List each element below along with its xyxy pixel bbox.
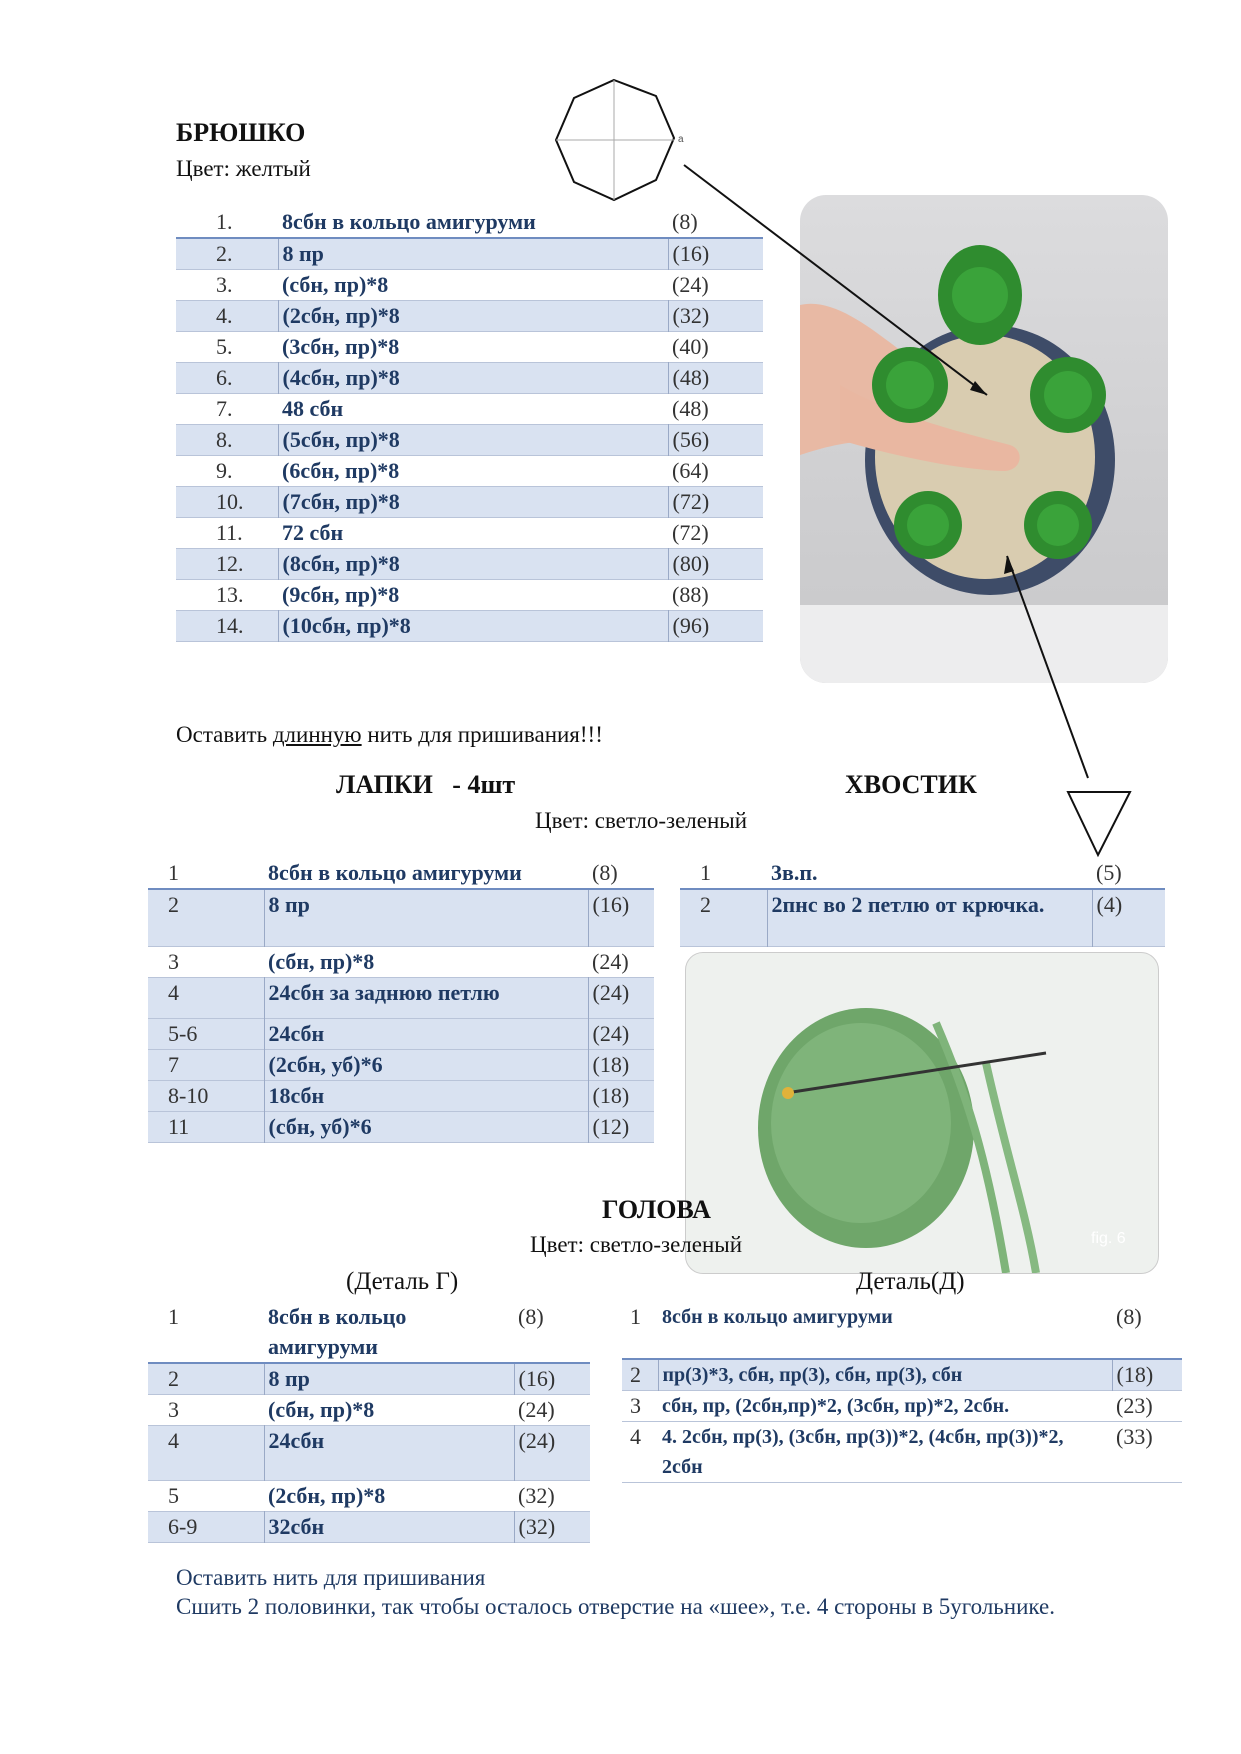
row-count: (48) xyxy=(668,363,763,394)
row-instruction: (сбн, пр)*8 xyxy=(268,1397,375,1422)
table-row xyxy=(148,889,654,947)
row-instruction: (6сбн, пр)*8 xyxy=(282,458,400,483)
row-instruction: (9сбн, пр)*8 xyxy=(282,582,400,607)
head-right-caption: Деталь(Д) xyxy=(856,1268,965,1295)
row-instruction: 24сбн xyxy=(264,1019,588,1050)
row-count: (16) xyxy=(514,1363,590,1395)
row-number: 6-9 xyxy=(148,1512,264,1543)
row-instruction: 8 пр xyxy=(278,238,668,270)
row-instruction: (сбн, пр)*8 xyxy=(282,272,389,297)
row-count: (24) xyxy=(588,1019,654,1050)
row-instruction: пр(3)*3, сбн, пр(3), сбн, пр(3), сбн xyxy=(658,1359,1112,1391)
table-row xyxy=(148,1426,590,1481)
row-instruction: 8 пр xyxy=(264,889,588,947)
row-count: (18) xyxy=(1112,1359,1182,1391)
row-count: (23) xyxy=(1116,1393,1153,1418)
table-row xyxy=(148,1512,590,1543)
row-count: (72) xyxy=(672,520,709,545)
row-number: 2 xyxy=(148,889,264,947)
row-count: (8) xyxy=(1116,1304,1142,1329)
row-number: 2 xyxy=(680,889,767,947)
row-instruction: 24сбн за заднюю петлю xyxy=(264,978,588,1019)
row-number: 7 xyxy=(148,1050,264,1081)
row-number: 12. xyxy=(176,549,278,580)
row-count: (24) xyxy=(518,1397,555,1422)
row-count: (32) xyxy=(514,1512,590,1543)
row-instruction: (2сбн, уб)*6 xyxy=(264,1050,588,1081)
row-instruction: (8сбн, пр)*8 xyxy=(278,549,668,580)
table-row xyxy=(148,1050,654,1081)
row-instruction: (сбн, уб)*6 xyxy=(264,1112,588,1143)
table-row xyxy=(148,1302,590,1363)
belly-color: Цвет: желтый xyxy=(176,156,311,181)
belly-title: БРЮШКО xyxy=(176,118,306,147)
row-number: 2 xyxy=(622,1359,658,1391)
row-instruction: 72 сбн xyxy=(282,520,344,545)
footer-line2: Сшить 2 половинки, так чтобы осталось отверстие на «шее», т.е. 4 стороны в 5угольнике. xyxy=(176,1594,1055,1619)
table-row xyxy=(148,947,654,978)
row-count: (16) xyxy=(668,238,763,270)
table-row xyxy=(680,889,1165,947)
row-instruction: (10сбн, пр)*8 xyxy=(278,611,668,642)
row-number: 5 xyxy=(168,1483,179,1508)
row-instruction: сбн, пр, (2сбн,пр)*2, (3сбн, пр)*2, 2сбн. xyxy=(662,1395,1010,1417)
head-photo-label: fig. 6 xyxy=(1091,1230,1126,1247)
head-right-table xyxy=(622,1302,1182,1483)
row-instruction: 32сбн xyxy=(264,1512,514,1543)
head-photo xyxy=(685,952,1159,1274)
table-row xyxy=(148,1395,590,1426)
row-number: 11. xyxy=(216,520,243,545)
row-count: (18) xyxy=(588,1081,654,1112)
row-count: (24) xyxy=(592,949,629,974)
tail-table xyxy=(680,858,1165,947)
table-row xyxy=(622,1302,1182,1359)
table-row xyxy=(148,1112,654,1143)
row-number: 8. xyxy=(176,425,278,456)
row-number: 1 xyxy=(630,1304,641,1329)
head-left-table xyxy=(148,1302,590,1543)
row-count: (5) xyxy=(1096,860,1122,885)
row-number: 4. xyxy=(176,301,278,332)
row-count: (18) xyxy=(588,1050,654,1081)
table-row xyxy=(148,978,654,1019)
row-number: 8-10 xyxy=(148,1081,264,1112)
row-number: 4 xyxy=(630,1424,641,1449)
row-count: (88) xyxy=(672,582,709,607)
row-number: 10. xyxy=(176,487,278,518)
row-number: 5-6 xyxy=(148,1019,264,1050)
row-count: (64) xyxy=(672,458,709,483)
belly-note-underlined: длинную xyxy=(272,722,362,747)
paws-title: ЛАПКИ - 4шт xyxy=(336,770,516,799)
row-number: 3 xyxy=(168,949,179,974)
shared-color: Цвет: светло-зеленый xyxy=(535,808,748,833)
row-instruction: (сбн, пр)*8 xyxy=(268,949,375,974)
belly-note-prefix: Оставить xyxy=(176,722,273,747)
table-row xyxy=(622,1391,1182,1422)
row-number: 2 xyxy=(148,1363,264,1395)
row-instruction: 8сбн в кольцо амигуруми xyxy=(268,1304,407,1359)
head-color: Цвет: светло-зеленый xyxy=(530,1232,743,1257)
row-instruction: (7сбн, пр)*8 xyxy=(278,487,668,518)
table-row xyxy=(148,1019,654,1050)
row-count: (16) xyxy=(588,889,654,947)
row-number: 1 xyxy=(700,860,711,885)
octagon-label: a xyxy=(678,134,684,145)
row-number: 2. xyxy=(176,238,278,270)
row-count: (8) xyxy=(518,1304,544,1329)
row-instruction: (2сбн, пр)*8 xyxy=(268,1483,386,1508)
row-number: 13. xyxy=(216,582,244,607)
row-count: (40) xyxy=(672,334,709,359)
row-instruction: 8сбн в кольцо амигуруми xyxy=(662,1306,893,1328)
row-count: (8) xyxy=(672,209,698,234)
row-number: 3. xyxy=(216,272,233,297)
table-row xyxy=(622,1422,1182,1483)
row-count: (8) xyxy=(592,860,618,885)
row-instruction: 4. 2сбн, пр(3), (3сбн, пр(3))*2, (4сбн, пр(3))*2, 2сбн xyxy=(662,1426,1064,1478)
row-number: 11 xyxy=(148,1112,264,1143)
row-instruction: (5сбн, пр)*8 xyxy=(278,425,668,456)
row-number: 4 xyxy=(148,1426,264,1481)
row-count: (80) xyxy=(668,549,763,580)
tail-title: ХВОСТИК xyxy=(845,770,977,799)
row-instruction: 8сбн в кольцо амигуруми xyxy=(268,860,522,885)
row-count: (48) xyxy=(672,396,709,421)
row-instruction: (2сбн, пр)*8 xyxy=(278,301,668,332)
row-instruction: (3сбн, пр)*8 xyxy=(282,334,400,359)
row-count: (96) xyxy=(668,611,763,642)
row-instruction: 48 сбн xyxy=(282,396,344,421)
row-count: (32) xyxy=(518,1483,555,1508)
belly-note-suffix: нить для пришивания!!! xyxy=(361,722,603,747)
row-count: (32) xyxy=(668,301,763,332)
row-instruction: 3в.п. xyxy=(771,860,818,885)
table-row xyxy=(622,1359,1182,1391)
row-count: (12) xyxy=(588,1112,654,1143)
row-number: 14. xyxy=(176,611,278,642)
table-row xyxy=(148,1081,654,1112)
row-number: 1 xyxy=(168,1304,179,1329)
row-number: 9. xyxy=(216,458,233,483)
row-count: (24) xyxy=(588,978,654,1019)
row-number: 3 xyxy=(168,1397,179,1422)
row-number: 7. xyxy=(216,396,233,421)
paws-table xyxy=(148,858,654,1143)
footer-line1: Оставить нить для пришивания xyxy=(176,1565,486,1590)
table-row xyxy=(680,858,1165,889)
row-number: 6. xyxy=(176,363,278,394)
row-count: (56) xyxy=(668,425,763,456)
row-count: (72) xyxy=(668,487,763,518)
row-number: 1 xyxy=(168,860,179,885)
row-number: 5. xyxy=(216,334,233,359)
row-count: (24) xyxy=(514,1426,590,1481)
row-instruction: 2пнс во 2 петлю от крючка. xyxy=(767,889,1092,947)
row-count: (4) xyxy=(1092,889,1165,947)
head-title: ГОЛОВА xyxy=(602,1195,711,1224)
row-count: (24) xyxy=(672,272,709,297)
row-number: 3 xyxy=(630,1393,641,1418)
row-instruction: 24сбн xyxy=(264,1426,514,1481)
table-row xyxy=(148,1363,590,1395)
row-count: (33) xyxy=(1116,1424,1153,1449)
row-instruction: 18сбн xyxy=(264,1081,588,1112)
row-number: 4 xyxy=(148,978,264,1019)
table-row xyxy=(148,1481,590,1512)
head-left-caption: (Деталь Г) xyxy=(346,1268,459,1295)
row-instruction: 8сбн в кольцо амигуруми xyxy=(282,209,536,234)
row-number: 1. xyxy=(216,209,233,234)
table-row xyxy=(148,858,654,889)
row-instruction: 8 пр xyxy=(264,1363,514,1395)
row-instruction: (4сбн, пр)*8 xyxy=(278,363,668,394)
